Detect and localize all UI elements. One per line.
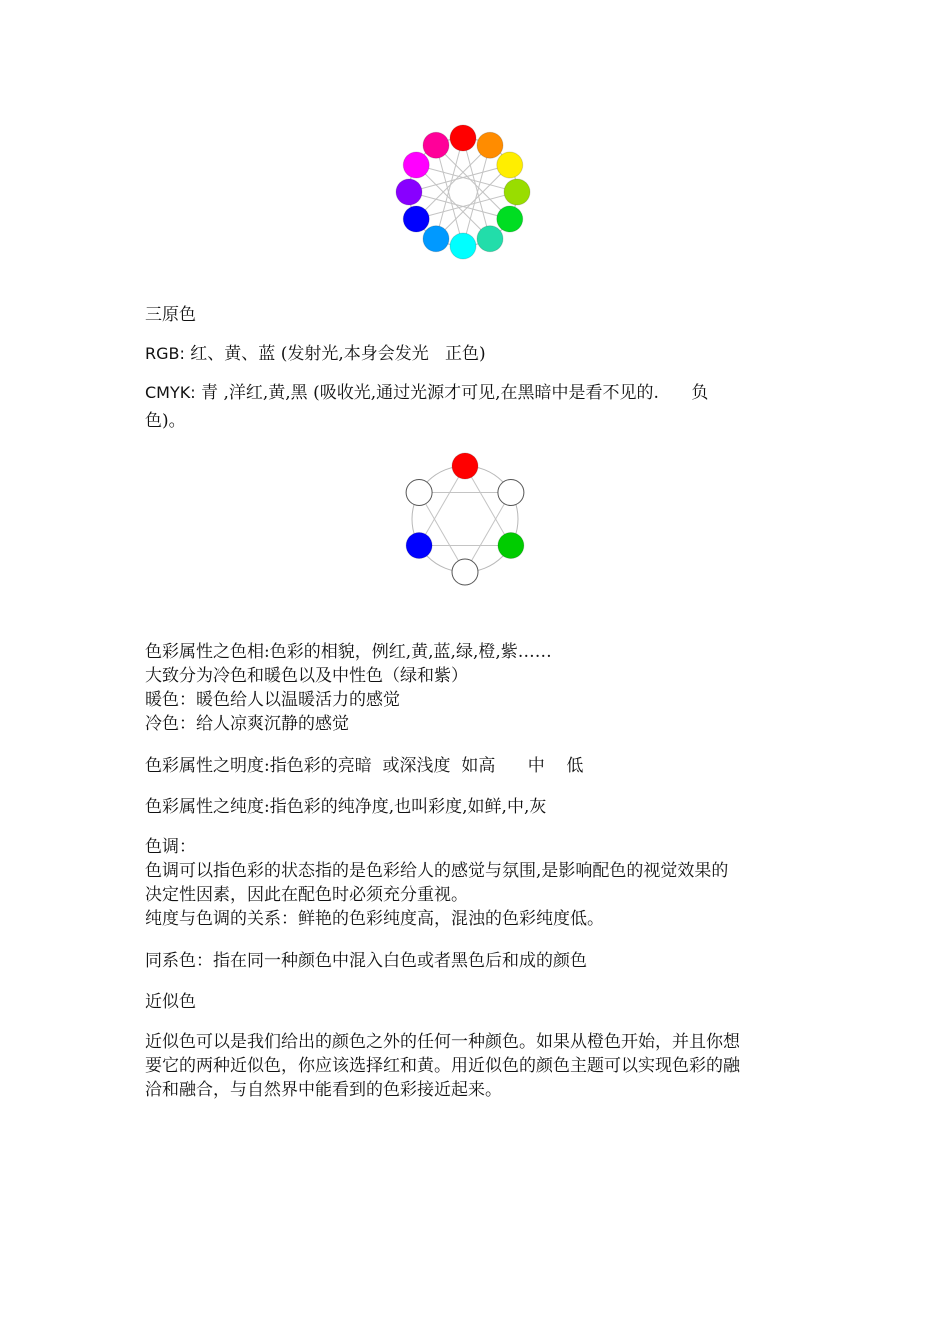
tone-line-1: 色调可以指色彩的状态指的是色彩给人的感觉与氛围,是影响配色的视觉效果的 — [145, 861, 729, 881]
analog-line-2: 要它的两种近似色，你应该选择红和黄。用近似色的颜色主题可以实现色彩的融 — [145, 1056, 740, 1076]
six-wheel-ring — [412, 466, 518, 572]
cmyk-prefix: CMYK: — [145, 383, 196, 402]
six-wheel-line — [465, 493, 511, 573]
same-family-line: 同系色：指在同一种颜色中混入白色或者黑色后和成的颜色 — [145, 951, 587, 971]
six-wheel-dot — [452, 453, 478, 479]
analog-title: 近似色 — [145, 992, 196, 1012]
twelve-wheel-dot — [423, 226, 449, 252]
twelve-wheel-dot — [477, 226, 503, 252]
twelve-wheel-ring — [409, 138, 517, 246]
twelve-wheel-dot — [423, 132, 449, 158]
tone-line-3: 纯度与色调的关系：鲜艳的色彩纯度高，混浊的色彩纯度低。 — [145, 909, 604, 929]
cmyk-text-1: 青 ,洋红,黄,黑 (吸收光,通过光源才可见,在黑暗中是看不见的. 负 — [195, 383, 709, 403]
hue-line-2: 大致分为冷色和暖色以及中性色（绿和紫） — [145, 666, 468, 686]
twelve-wheel-dot — [477, 132, 503, 158]
cmyk-line — [145, 381, 815, 405]
twelve-wheel-dot — [396, 179, 422, 205]
twelve-wheel-dot — [497, 152, 523, 178]
hue-line-1: 色彩属性之色相:色彩的相貌，例红,黄,蓝,绿,橙,紫…… — [145, 642, 552, 662]
twelve-color-wheel — [393, 122, 533, 262]
lightness-line: 色彩属性之明度:指色彩的亮暗 或深浅度 如高 中 低 — [145, 756, 584, 776]
primary-colors-title: 三原色 — [145, 305, 196, 325]
twelve-wheel-dot — [497, 206, 523, 232]
tone-title: 色调： — [145, 837, 196, 857]
six-wheel-dot — [406, 480, 432, 506]
six-wheel-line — [419, 493, 465, 573]
rgb-text: 红、黄、蓝 (发射光,本身会发光 正色) — [184, 344, 486, 364]
purity-line: 色彩属性之纯度:指色彩的纯净度,也叫彩度,如鲜,中,灰 — [145, 797, 547, 817]
tone-line-2: 决定性因素，因此在配色时必须充分重视。 — [145, 885, 468, 905]
six-wheel-dot — [406, 533, 432, 559]
analog-line-1: 近似色可以是我们给出的颜色之外的任何一种颜色。如果从橙色开始，并且你想 — [145, 1032, 740, 1052]
six-wheel-dot — [498, 480, 524, 506]
twelve-wheel-dot — [504, 179, 530, 205]
rgb-prefix: RGB: — [145, 344, 185, 363]
six-wheel-line — [465, 466, 511, 546]
six-color-wheel — [398, 449, 532, 589]
twelve-wheel-dot — [450, 233, 476, 259]
hue-line-3: 暖色：暖色给人以温暖活力的感觉 — [145, 690, 400, 710]
six-wheel-dot — [452, 559, 478, 585]
rgb-line — [145, 342, 815, 366]
hue-line-4: 冷色：给人凉爽沉静的感觉 — [145, 714, 349, 734]
twelve-wheel-dot — [403, 206, 429, 232]
six-wheel-dot — [498, 533, 524, 559]
twelve-wheel-dot — [403, 152, 429, 178]
analog-line-3: 洽和融合，与自然界中能看到的色彩接近起来。 — [145, 1080, 502, 1100]
six-wheel-line — [419, 466, 465, 546]
twelve-wheel-dot — [450, 125, 476, 151]
cmyk-text-2: 色)。 — [145, 411, 186, 431]
